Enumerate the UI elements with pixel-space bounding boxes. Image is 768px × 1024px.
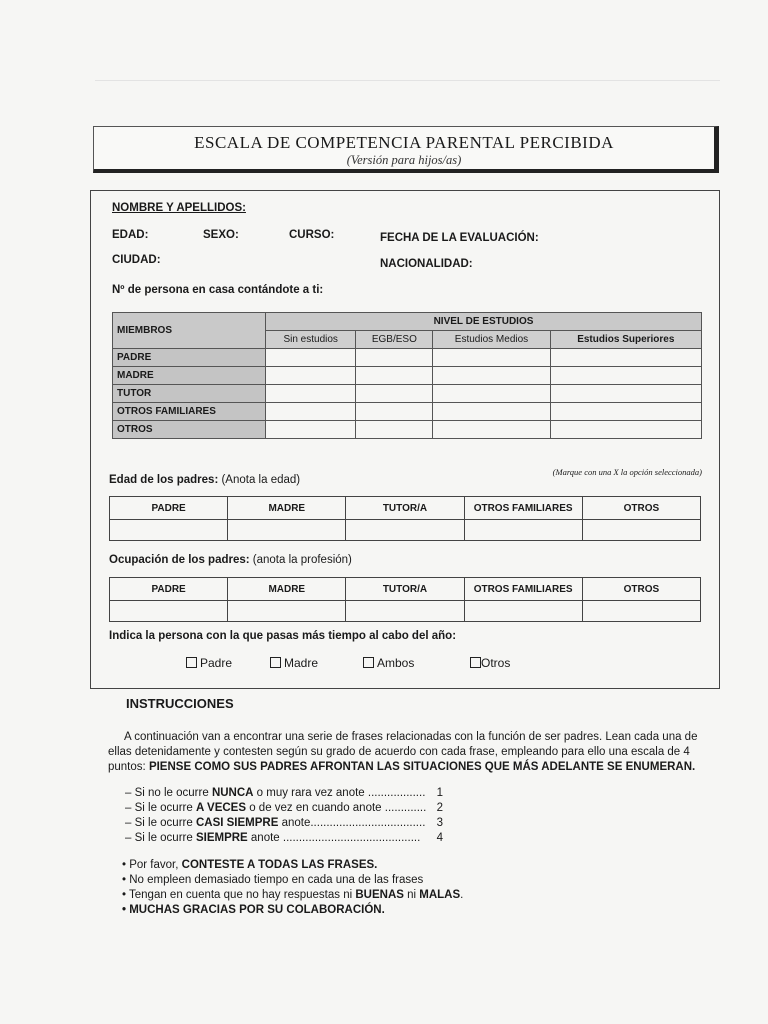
col-madre: MADRE (228, 497, 346, 520)
age-input-otros-familiares[interactable] (464, 520, 582, 541)
col-otros-familiares: OTROS FAMILIARES (464, 578, 582, 601)
parents-age-label-hint: (Anota la edad) (218, 474, 301, 486)
instructions-paragraph (108, 730, 713, 775)
col-madre: MADRE (228, 578, 346, 601)
city-field-label: CIUDAD: (112, 254, 161, 266)
bullet-emphasis: • MUCHAS GRACIAS POR SU COLABORACIÓN. (122, 904, 385, 916)
option-label: Padre (200, 656, 233, 670)
table-cell[interactable] (550, 385, 701, 403)
instructions-emphasis: PIENSE COMO SUS PADRES AFRONTAN LAS SITUACIONES QUE MÁS ADELANTE SE ENUMERAN. (148, 761, 696, 773)
col-tutor: TUTOR/A (346, 497, 464, 520)
option-padre[interactable] (186, 656, 232, 670)
most-time-question: Indica la persona con la que pasas más tiempo al cabo del año: (109, 630, 457, 642)
table-cell[interactable] (550, 403, 701, 421)
scale-text: – Si le ocurre (125, 802, 196, 814)
table-cell[interactable] (356, 421, 433, 439)
eval-date-field-label: FECHA DE LA EVALUACIÓN: (380, 232, 539, 244)
table-cell[interactable] (266, 421, 356, 439)
table-cell[interactable] (550, 367, 701, 385)
table-cell[interactable] (356, 385, 433, 403)
list-item (122, 888, 463, 903)
table-row (113, 349, 702, 367)
scale-text: – Si le ocurre (125, 832, 196, 844)
age-input-otros[interactable] (582, 520, 700, 541)
table-row (110, 520, 701, 541)
age-input-madre[interactable] (228, 520, 346, 541)
col-otros-familiares: OTROS FAMILIARES (464, 497, 582, 520)
persons-field-label: Nº de persona en casa contándote a ti: (112, 284, 324, 296)
col-sin-estudios: Sin estudios (266, 331, 356, 349)
list-item (122, 903, 463, 918)
course-field-label: CURSO: (289, 229, 335, 241)
job-input-otros[interactable] (582, 601, 700, 622)
scale-item (125, 831, 443, 846)
top-rule (95, 80, 720, 81)
row-label-madre: MADRE (113, 367, 266, 385)
table-cell[interactable] (356, 403, 433, 421)
age-input-padre[interactable] (110, 520, 228, 541)
parents-age-label-bold: Edad de los padres: (109, 474, 219, 486)
row-label-padre: PADRE (113, 349, 266, 367)
instructions-title: INSTRUCCIONES (126, 696, 234, 711)
row-label-otros: OTROS (113, 421, 266, 439)
bullet-text: • Tengan en cuenta que no hay respuestas ni (122, 889, 356, 901)
col-otros: OTROS (582, 497, 700, 520)
job-input-madre[interactable] (228, 601, 346, 622)
scale-text: anote ........................................... (247, 832, 421, 844)
col-egb-eso: EGB/ESO (356, 331, 433, 349)
job-input-padre[interactable] (110, 601, 228, 622)
col-tutor: TUTOR/A (346, 578, 464, 601)
title-box (93, 126, 719, 173)
col-padre: PADRE (110, 497, 228, 520)
table-cell[interactable] (356, 349, 433, 367)
bullet-emphasis: MALAS (419, 889, 461, 901)
scale-value: 3 (436, 817, 443, 829)
instructions-text: A continuación van a encontrar una serie de frases relacionadas con la función de ser padres. Lean cada una de ellas detenidamente y contesten según su grado de acuerdo con cada frase, empleando para ello una escala de 4 puntos: (108, 731, 698, 773)
bullet-emphasis: BUENAS (355, 889, 404, 901)
option-ambos[interactable] (363, 656, 414, 670)
table-cell[interactable] (266, 349, 356, 367)
members-header: MIEMBROS (113, 313, 266, 349)
checkbox[interactable] (470, 657, 481, 668)
option-label: Otros (481, 656, 511, 670)
scale-item (125, 801, 443, 816)
scale-text: – Si le ocurre (125, 817, 196, 829)
bullet-text: • Por favor, (122, 859, 182, 871)
parents-age-label (109, 474, 300, 486)
age-field-label: EDAD: (112, 229, 149, 241)
parents-occupation-label (109, 554, 352, 566)
scale-text: o muy rara vez anote .................. (253, 787, 426, 799)
option-madre[interactable] (270, 656, 318, 670)
bullet-text: ni (403, 889, 420, 901)
scale-value: 4 (436, 832, 443, 844)
table-cell[interactable] (433, 349, 550, 367)
scale-item (125, 786, 443, 801)
checkbox[interactable] (270, 657, 281, 668)
table-cell[interactable] (266, 403, 356, 421)
table-cell[interactable] (266, 385, 356, 403)
col-estudios-superiores: Estudios Superiores (550, 331, 701, 349)
scale-keyword: CASI SIEMPRE (195, 817, 279, 829)
nationality-field-label: NACIONALIDAD: (380, 258, 473, 270)
name-field-label: NOMBRE Y APELLIDOS: (112, 202, 246, 214)
parents-occupation-label-hint: (anota la profesión) (249, 554, 352, 566)
list-item (122, 873, 463, 888)
row-label-otros-familiares: OTROS FAMILIARES (113, 403, 266, 421)
table-cell[interactable] (356, 367, 433, 385)
table-cell[interactable] (550, 349, 701, 367)
scale-item (125, 816, 443, 831)
col-padre: PADRE (110, 578, 228, 601)
col-estudios-medios: Estudios Medios (433, 331, 550, 349)
table-cell[interactable] (266, 367, 356, 385)
job-input-otros-familiares[interactable] (464, 601, 582, 622)
row-label-tutor: TUTOR (113, 385, 266, 403)
document-subtitle: (Versión para hijos/as) (346, 153, 462, 167)
checkbox[interactable] (363, 657, 374, 668)
education-level-header: NIVEL DE ESTUDIOS (266, 313, 702, 331)
bullet-text: . (460, 889, 464, 901)
table-row (113, 421, 702, 439)
scale-value: 2 (436, 802, 443, 814)
scale-value: 1 (436, 787, 443, 799)
col-otros: OTROS (582, 578, 700, 601)
job-input-tutor[interactable] (346, 601, 464, 622)
table-cell[interactable] (433, 385, 550, 403)
option-label: Madre (284, 656, 319, 670)
parents-age-table (109, 496, 701, 541)
bullet-text: • No empleen demasiado tiempo en cada una de las frases (122, 874, 424, 886)
parents-occupation-table (109, 577, 701, 622)
table-cell[interactable] (433, 403, 550, 421)
age-input-tutor[interactable] (346, 520, 464, 541)
option-label: Ambos (377, 656, 415, 670)
table-cell[interactable] (433, 421, 550, 439)
table-row (110, 601, 701, 622)
table-row (113, 367, 702, 385)
sex-field-label: SEXO: (203, 229, 239, 241)
bullet-emphasis: CONTESTE A TODAS LAS FRASES. (181, 859, 378, 871)
response-scale (125, 786, 443, 846)
selection-note: (Marque con una X la opción seleccionada) (552, 467, 702, 477)
document-title: ESCALA DE COMPETENCIA PARENTAL PERCIBIDA (194, 133, 614, 152)
scale-keyword: A VECES (195, 802, 247, 814)
scale-text: anote.................................... (278, 817, 426, 829)
scale-text: – Si no le ocurre (125, 787, 212, 799)
table-row (113, 385, 702, 403)
parents-occupation-label-bold: Ocupación de los padres: (109, 554, 250, 566)
list-item (122, 858, 463, 873)
option-otros[interactable] (470, 656, 510, 670)
scale-keyword: NUNCA (211, 787, 254, 799)
members-education-table (112, 312, 702, 439)
instruction-bullets (122, 858, 463, 918)
table-row (113, 403, 702, 421)
scale-text: o de vez en cuando anote ............. (246, 802, 427, 814)
scale-keyword: SIEMPRE (195, 832, 248, 844)
checkbox[interactable] (186, 657, 197, 668)
table-cell[interactable] (433, 367, 550, 385)
table-cell[interactable] (550, 421, 701, 439)
